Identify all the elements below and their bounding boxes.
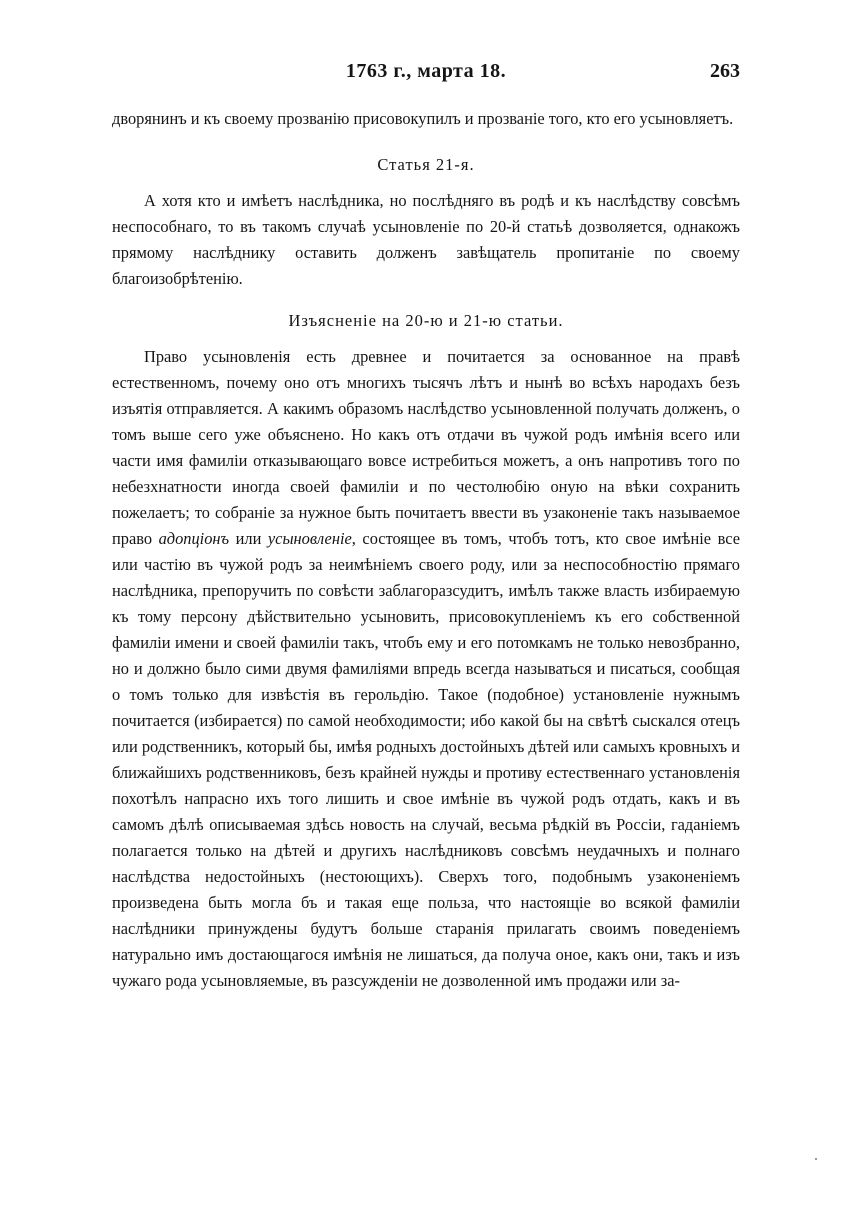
header-date: 1763 г., марта 18. <box>345 60 507 82</box>
article-paragraph: А хотя кто и имѣетъ наслѣдника, но послѣдняго въ родѣ и къ наслѣдству совсѣмъ неспособнаго, то въ такомъ случаѣ усыновленіе по 20-й статьѣ дозволяется, однакожъ прямому наслѣднику оставить долженъ завѣщатель пропитаніе по своему благоизобрѣтенію. <box>112 191 740 288</box>
italic-term-adoption: адопціонъ <box>158 529 230 548</box>
article-heading: Статья 21-я. <box>377 155 475 174</box>
continuation-paragraph: дворянинъ и къ своему прозванію присовокупилъ и прозваніе того, кто его усыновляетъ. <box>112 109 734 128</box>
explanation-text-or: или <box>229 529 268 548</box>
document-page <box>112 60 740 994</box>
explanation-heading: Изъясненіе на 20-ю и 21-ю статьи. <box>288 311 564 330</box>
scan-speck <box>815 1158 817 1160</box>
explanation-text-part2: , состоящее въ томъ, чтобъ тотъ, кто свое имѣніе все или частію въ чужой родъ за неимѣніемъ своего роду, или за неспособностію прямаго наслѣдника, препоручить по совѣсти заблагоразсудитъ, имѣлъ также власть избираемую къ тому персону дѣйствительно усыновить, присовокупленіемъ къ его собственной фамиліи имени и своей фамиліи такъ, чтобъ ему и его потомкамъ не только невозбранно, но и должно было сими двумя фамиліями впредь всегда называться и писаться, сообщая о томъ только для извѣстія въ герольдію. Такое (подобное) установленіе нужнымъ почитается (избирается) по самой необходимости; ибо какой бы на свѣтѣ сыскался отецъ или родственникъ, который бы, имѣя родныхъ достойныхъ дѣтей или самыхъ кровныхъ и ближайшихъ родственниковъ, безъ крайней нужды и противу естественнаго установленія похотѣлъ напрасно ихъ того лишить и свое имѣніе въ чужой родъ отдать, какъ и въ самомъ дѣлѣ описываемая здѣсь новость на случай, весьма рѣдкій въ Россіи, гаданіемъ полагается только на дѣтей и другихъ наслѣдниковъ совсѣмъ неудачныхъ и полнаго наслѣдства недостойныхъ (нестоющихъ). Сверхъ того, подобнымъ узаконеніемъ произведена быть могла бъ и такая еще польза, что настоящіе во всякой фамиліи наслѣдники принуждены будутъ больше старанія прилагать своимъ поведеніемъ натурально имъ достающагося имѣнія не лишаться, да получа оное, какъ они, такъ и изъ чужаго рода усыновляемые, въ разсужденіи не дозволенной имъ продажи или за- <box>112 529 740 990</box>
page-number: 263 <box>710 60 740 82</box>
running-header <box>112 60 740 90</box>
explanation-paragraph <box>112 344 740 994</box>
italic-term-usynovlenie: усыновленіе <box>267 529 352 548</box>
explanation-text-part1: Право усыновленія есть древнее и почитается за основанное на правѣ естественномъ, почему оно отъ многихъ тысячъ лѣтъ и нынѣ во всѣхъ народахъ безъ изъятія отправляется. А какимъ образомъ наслѣдство усыновленной получать долженъ, о томъ выше сего уже объяснено. Но какъ отъ отдачи въ чужой родъ имѣнія всего или части имя фамиліи отказывающаго вовсе истребиться можетъ, а онъ напротивъ того по небезхнатности иногда своей фамиліи и по честолюбію оную на вѣки сохранить пожелаетъ; то собраніе за нужное быть почитаетъ ввести въ узаконеніе такъ называемое право <box>112 347 740 548</box>
